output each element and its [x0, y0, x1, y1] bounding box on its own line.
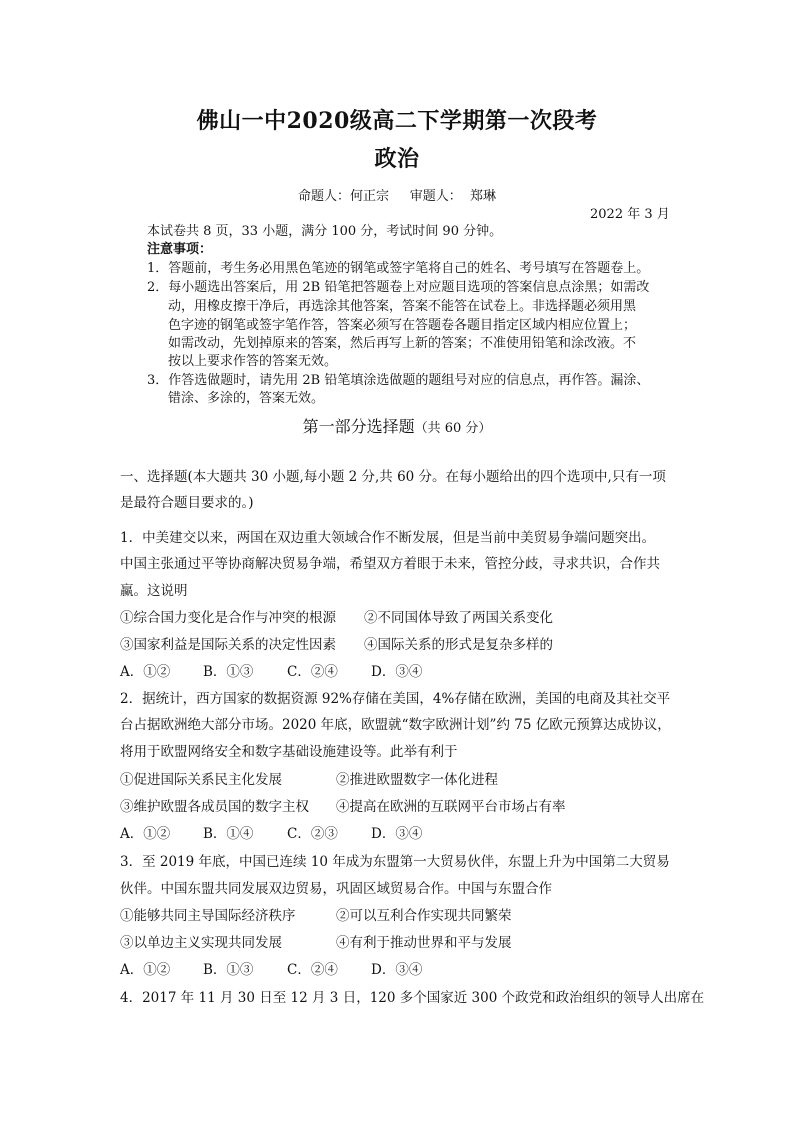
option-statement: ②不同国体导致了两国关系变化: [364, 610, 553, 626]
answer-choice: B．①④: [203, 826, 254, 842]
exam-info: 本试卷共 8 页，33 小题，满分 100 分，考试时间 90 分钟。: [147, 224, 503, 239]
option-statement: ③以单边主义实现共同发展: [120, 935, 282, 951]
question-stem: 2．据统计，西方国家的数据资源 92%存储在美国，4%存储在欧洲，美国的电商及其社交平: [120, 691, 671, 707]
question-stem: 1．中美建交以来，两国在双边重大领域合作不断发展，但是当前中美贸易争端问题突出。: [120, 530, 656, 546]
notes-title: 注意事项：: [147, 242, 213, 257]
answer-choice: D．③④: [371, 826, 423, 842]
answer-choice: A．①②: [120, 962, 171, 978]
option-statement: ③维护欧盟各成员国的数字主权: [120, 799, 309, 815]
option-statement: ①促进国际关系民主化发展: [120, 772, 282, 788]
answer-choice: C．②③: [287, 826, 338, 842]
answer-choice: C．②④: [287, 664, 338, 680]
option-statement: ①能够共同主导国际经济秩序: [120, 908, 296, 924]
note-line: 3．作答选做题时，请先用 2B 铅笔填涂选做题的题组号对应的信息点，再作答。漏涂、: [147, 373, 650, 388]
option-statement: ②可以互利合作实现共同繁荣: [336, 908, 512, 924]
section-instructions: 一、选择题(本大题共 30 小题,每小题 2 分,共 60 分。在每小题给出的四个选项中,只有一项: [120, 469, 666, 485]
note-line: 如需改动，先划掉原来的答案，然后再写上新的答案；不准使用铅笔和涂改液。不: [168, 336, 637, 351]
part-heading: [0, 414, 794, 437]
exam-subject: 政治: [374, 146, 420, 172]
part-title: 第一部分选择题: [302, 417, 415, 436]
question-stem: 台占据欧洲绝大部分市场。2020 年底，欧盟就“数字欧洲计划”约 75 亿欧元预算达成协议，: [120, 717, 671, 733]
note-line: 1．答题前，考生务必用黑色笔迹的钢笔或签字笔将自己的姓名、考号填写在答题卷上。: [147, 261, 650, 276]
question-stem: 中国主张通过平等协商解决贸易争端，希望双方着眼于未来，管控分歧，寻求共识，合作共: [120, 556, 660, 572]
section-instructions: 是最符合题目要求的。): [120, 495, 254, 511]
answer-choice: A．①②: [120, 826, 171, 842]
note-line: 2．每小题选出答案后，用 2B 铅笔把答题卷上对应题目选项的答案信息点涂黑；如需改: [147, 280, 650, 295]
question-stem: 赢。这说明: [120, 583, 188, 599]
exam-authors: 命题人：何正宗 审题人： 郑琳: [298, 189, 496, 204]
exam-title: 佛山一中2020级高二下学期第一次段考: [196, 108, 598, 134]
option-statement: ④有利于推动世界和平与发展: [336, 935, 512, 951]
answer-choice: A．①②: [120, 664, 171, 680]
note-line: 动，用橡皮擦干净后，再选涂其他答案，答案不能答在试卷上。非选择题必须用黑: [168, 299, 637, 314]
note-line: 按以上要求作答的答案无效。: [168, 354, 338, 369]
exam-date: 2022 年 3 月: [590, 207, 670, 222]
question-stem: 伙伴。中国东盟共同发展双边贸易，巩固区域贸易合作。中国与东盟合作: [120, 881, 552, 897]
option-statement: ②推进欧盟数字一体化进程: [336, 772, 498, 788]
answer-choice: B．①③: [203, 962, 254, 978]
option-statement: ③国家利益是国际关系的决定性因素: [120, 637, 336, 653]
answer-choice: D．③④: [371, 664, 423, 680]
option-statement: ①综合国力变化是合作与冲突的根源: [120, 610, 336, 626]
option-statement: ④国际关系的形式是复杂多样的: [364, 637, 553, 653]
note-line: 色字迹的钢笔或签字笔作答，答案必须写在答题卷各题目指定区域内相应位置上；: [168, 318, 637, 333]
part-score: （共 60 分）: [414, 421, 492, 436]
question-stem: 3．至 2019 年底，中国已连续 10 年成为东盟第一大贸易伙伴，东盟上升为中国第二大贸易: [120, 854, 670, 870]
note-line: 错涂、多涂的，答案无效。: [168, 391, 325, 406]
question-stem: 4．2017 年 11 月 30 日至 12 月 3 日，120 多个国家近 300 个政党和政治组织的领导人出席在: [120, 990, 705, 1006]
answer-choice: B．①③: [203, 664, 254, 680]
option-statement: ④提高在欧洲的互联网平台市场占有率: [336, 799, 566, 815]
answer-choice: C．②④: [287, 962, 338, 978]
question-stem: 将用于欧盟网络安全和数字基础设施建设等。此举有利于: [120, 744, 458, 760]
answer-choice: D．③④: [371, 962, 423, 978]
